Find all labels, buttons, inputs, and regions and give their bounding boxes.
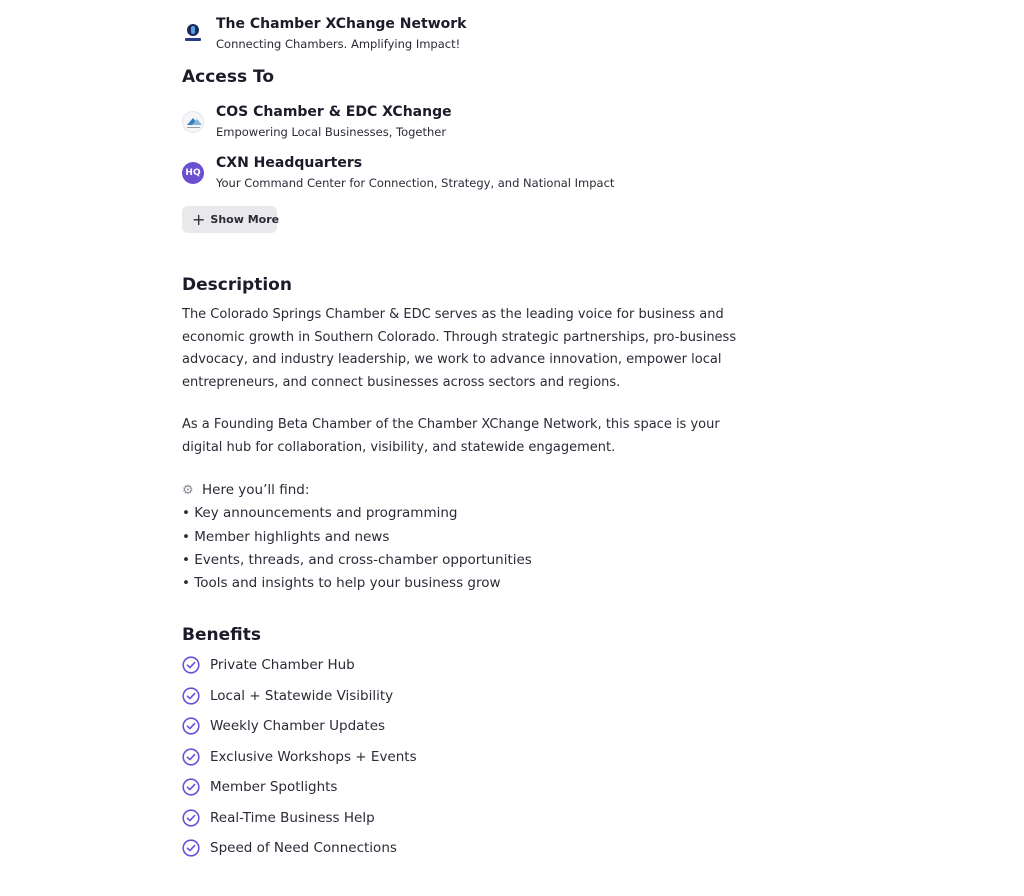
check-circle-icon <box>182 717 200 735</box>
list-item: • Tools and insights to help your business grow <box>182 575 501 591</box>
check-circle-icon <box>182 809 200 827</box>
community-tagline: Connecting Chambers. Amplifying Impact! <box>216 37 461 51</box>
description-paragraph-1: The Colorado Springs Chamber & EDC serves as the leading voice for business and economic growth in Southern Colorado. Through strategic partnerships, pro-business advocacy, and industry leadership, we work to advance innovation, empower local entrepreneurs, and connect businesses across sectors and regions. <box>182 307 737 390</box>
benefit-item <box>182 746 417 768</box>
benefits-heading: Benefits <box>182 625 261 645</box>
list-item: • Events, threads, and cross-chamber opportunities <box>182 552 532 568</box>
benefit-label: Private Chamber Hub <box>210 657 355 673</box>
community-tagline: Your Command Center for Connection, Strategy, and National Impact <box>216 176 615 190</box>
find-intro-text: Here you’ll find: <box>202 482 310 498</box>
benefit-label: Speed of Need Connections <box>210 840 397 856</box>
access-to-heading: Access To <box>182 67 275 87</box>
check-circle-icon <box>182 687 200 705</box>
show-more-button[interactable] <box>182 206 280 233</box>
benefit-item <box>182 654 355 676</box>
check-circle-icon <box>182 839 200 857</box>
description-paragraph-2: As a Founding Beta Chamber of the Chamber XChange Network, this space is your digital hub for collaboration, visibility, and statewide engagement. <box>182 417 720 455</box>
community-item-primary[interactable] <box>182 14 466 54</box>
benefit-item <box>182 837 397 859</box>
list-item: • Member highlights and news <box>182 529 390 545</box>
show-more-label: Show More <box>210 213 280 226</box>
benefit-label: Weekly Chamber Updates <box>210 718 386 734</box>
benefit-item <box>182 776 337 798</box>
find-intro <box>182 480 309 501</box>
community-name[interactable]: CXN Headquarters <box>216 155 363 171</box>
cos-chamber-logo-icon <box>182 111 204 133</box>
check-circle-icon <box>182 778 200 796</box>
benefit-item <box>182 807 375 829</box>
community-item-hq[interactable] <box>182 153 614 193</box>
community-tagline: Empowering Local Businesses, Together <box>216 125 447 139</box>
benefit-label: Real-Time Business Help <box>210 810 375 826</box>
benefit-item <box>182 685 393 707</box>
benefit-label: Exclusive Workshops + Events <box>210 749 417 765</box>
list-item: • Key announcements and programming <box>182 505 458 521</box>
check-circle-icon <box>182 748 200 766</box>
community-item-cos[interactable] <box>182 102 452 142</box>
community-name[interactable]: COS Chamber & EDC XChange <box>216 104 452 120</box>
benefit-label: Local + Statewide Visibility <box>210 688 394 704</box>
gear-icon: ⚙ <box>182 483 194 498</box>
plus-icon: + <box>192 209 206 229</box>
benefit-item <box>182 715 385 737</box>
benefit-label: Member Spotlights <box>210 779 338 795</box>
check-circle-icon <box>182 656 200 674</box>
description-heading: Description <box>182 275 292 295</box>
hq-logo-icon: HQ <box>182 162 204 184</box>
chamber-xchange-logo-icon <box>182 23 204 45</box>
community-name[interactable]: The Chamber XChange Network <box>216 16 467 32</box>
